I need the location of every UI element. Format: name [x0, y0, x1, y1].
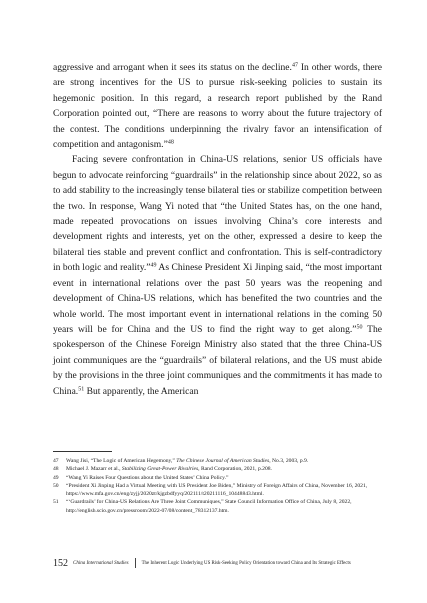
footnote-text — [66, 465, 382, 473]
footnote-text-part: Wang Jisi, “The Logic of American Hegemony,” — [66, 458, 177, 464]
footnote-number: 49 — [53, 474, 59, 481]
page-footer — [53, 557, 382, 569]
footnote-number: 48 — [53, 466, 59, 473]
footnote-text — [66, 457, 382, 465]
footnote-ref-48[interactable]: 48 — [167, 139, 174, 146]
footnote-italic-title: The Chinese Journal of American Studies — [176, 458, 270, 464]
p2-text-3: The spokesperson of the Chinese Foreign Ministry also stated that the three China-US joint communiques are the “guardrails” of bilateral relations, and the US must abide by the provisions in the three joint communiques and the commitments it has made to China. — [53, 323, 382, 397]
page-number: 152 — [53, 557, 68, 569]
running-title: The Inherent Logic Underlying US Risk-Seeking Policy Orientation toward China and Its Strategic Effects — [141, 560, 351, 566]
footnote-divider — [53, 451, 112, 452]
journal-name: China International Studies — [73, 560, 129, 566]
p2-text-2: As Chinese President Xi Jinping said, “the most important event in international relations over the past 50 years was the reopening and development of China-US relations, which has benefited the two countries and the whole world. The most important event in international relations in the coming 50 years will be for China and the US to find the right way to get along.” — [53, 262, 382, 335]
footnote-text-part: , Rand Corporation, 2021, p.208. — [198, 466, 272, 473]
paragraph-1 — [53, 60, 382, 152]
p1-text-2: In other words, there are strong incentives for the US to pursue risk-seeking policies to sustain its hegemonic position. In this regard, a research report published by the Rand Corporation pointed out, “There are reasons to worry about the future trajectory of the contest. The conditions underpinning the rivalry favor an intensification of competition and antagonism.” — [53, 62, 382, 151]
footnote-italic-title: Stabilizing Great-Power Rivalries — [121, 466, 199, 473]
footnote-49 — [53, 474, 382, 482]
paragraph-2 — [53, 152, 382, 399]
footnotes-section — [53, 457, 382, 515]
p2-text-1: Facing severe confrontation in China-US relations, senior US officials have begun to advocate reinforcing “guardrails” in the relationship since about 2022, so as to add stability to the increasingly tense bilateral ties or stabilize competition between the two. In response, Wang Yi noted that “the United States has, on the one hand, made repeated provocations on issues involving China’s core interests and development rights and interests, yet on the other, expressed a desire to keep the bilateral ties stable and prevent conflict and confrontation. This is self-contradictory in both logic and reality.” — [53, 154, 382, 274]
footnote-ref-47[interactable]: 47 — [291, 62, 298, 69]
footnote-47 — [53, 457, 382, 465]
footer-divider — [135, 558, 136, 568]
p1-text-1: aggressive and arrogant when it sees its status on the decline. — [53, 62, 292, 73]
footnote-50 — [53, 482, 382, 499]
footnote-number: 51 — [53, 499, 59, 506]
main-body-text — [53, 60, 382, 399]
footnote-text-part: Michael J. Mazarr et al., — [66, 466, 122, 473]
footnote-text: “Wang Yi Raises Four Questions about the United States’ China Policy.” — [66, 474, 229, 481]
footnote-ref-51[interactable]: 51 — [78, 386, 85, 393]
p2-text-4: But apparently, the American — [84, 385, 199, 397]
footnote-number: 47 — [53, 458, 59, 464]
footnote-ref-50[interactable]: 50 — [356, 324, 363, 331]
footnote-text[interactable]: “‘Guardrails’ for China-US Relations Are Three Joint Communiques,” State Council Information Office of China, July 8, 2022, http://english.scio.gov.cn/pressroom/2022-07/08/content_78312137.htm. — [66, 499, 352, 514]
footnote-48 — [53, 465, 382, 473]
footnote-text[interactable]: “President Xi Jinping Had a Virtual Meeting with US President Joe Biden,” Ministry of Foreign Affairs of China, November 16, 2021, https://www.mfa.gov.cn/eng/zyjj/2020zt/kjgzbdfyyq/202111/t20211116_10448843.html. — [66, 482, 368, 498]
footnote-text-part: , No.3, 2003, p.9. — [269, 458, 309, 464]
footnote-51 — [53, 498, 382, 515]
footnote-ref-49[interactable]: 49 — [150, 262, 157, 269]
footnote-number: 50 — [53, 482, 59, 489]
